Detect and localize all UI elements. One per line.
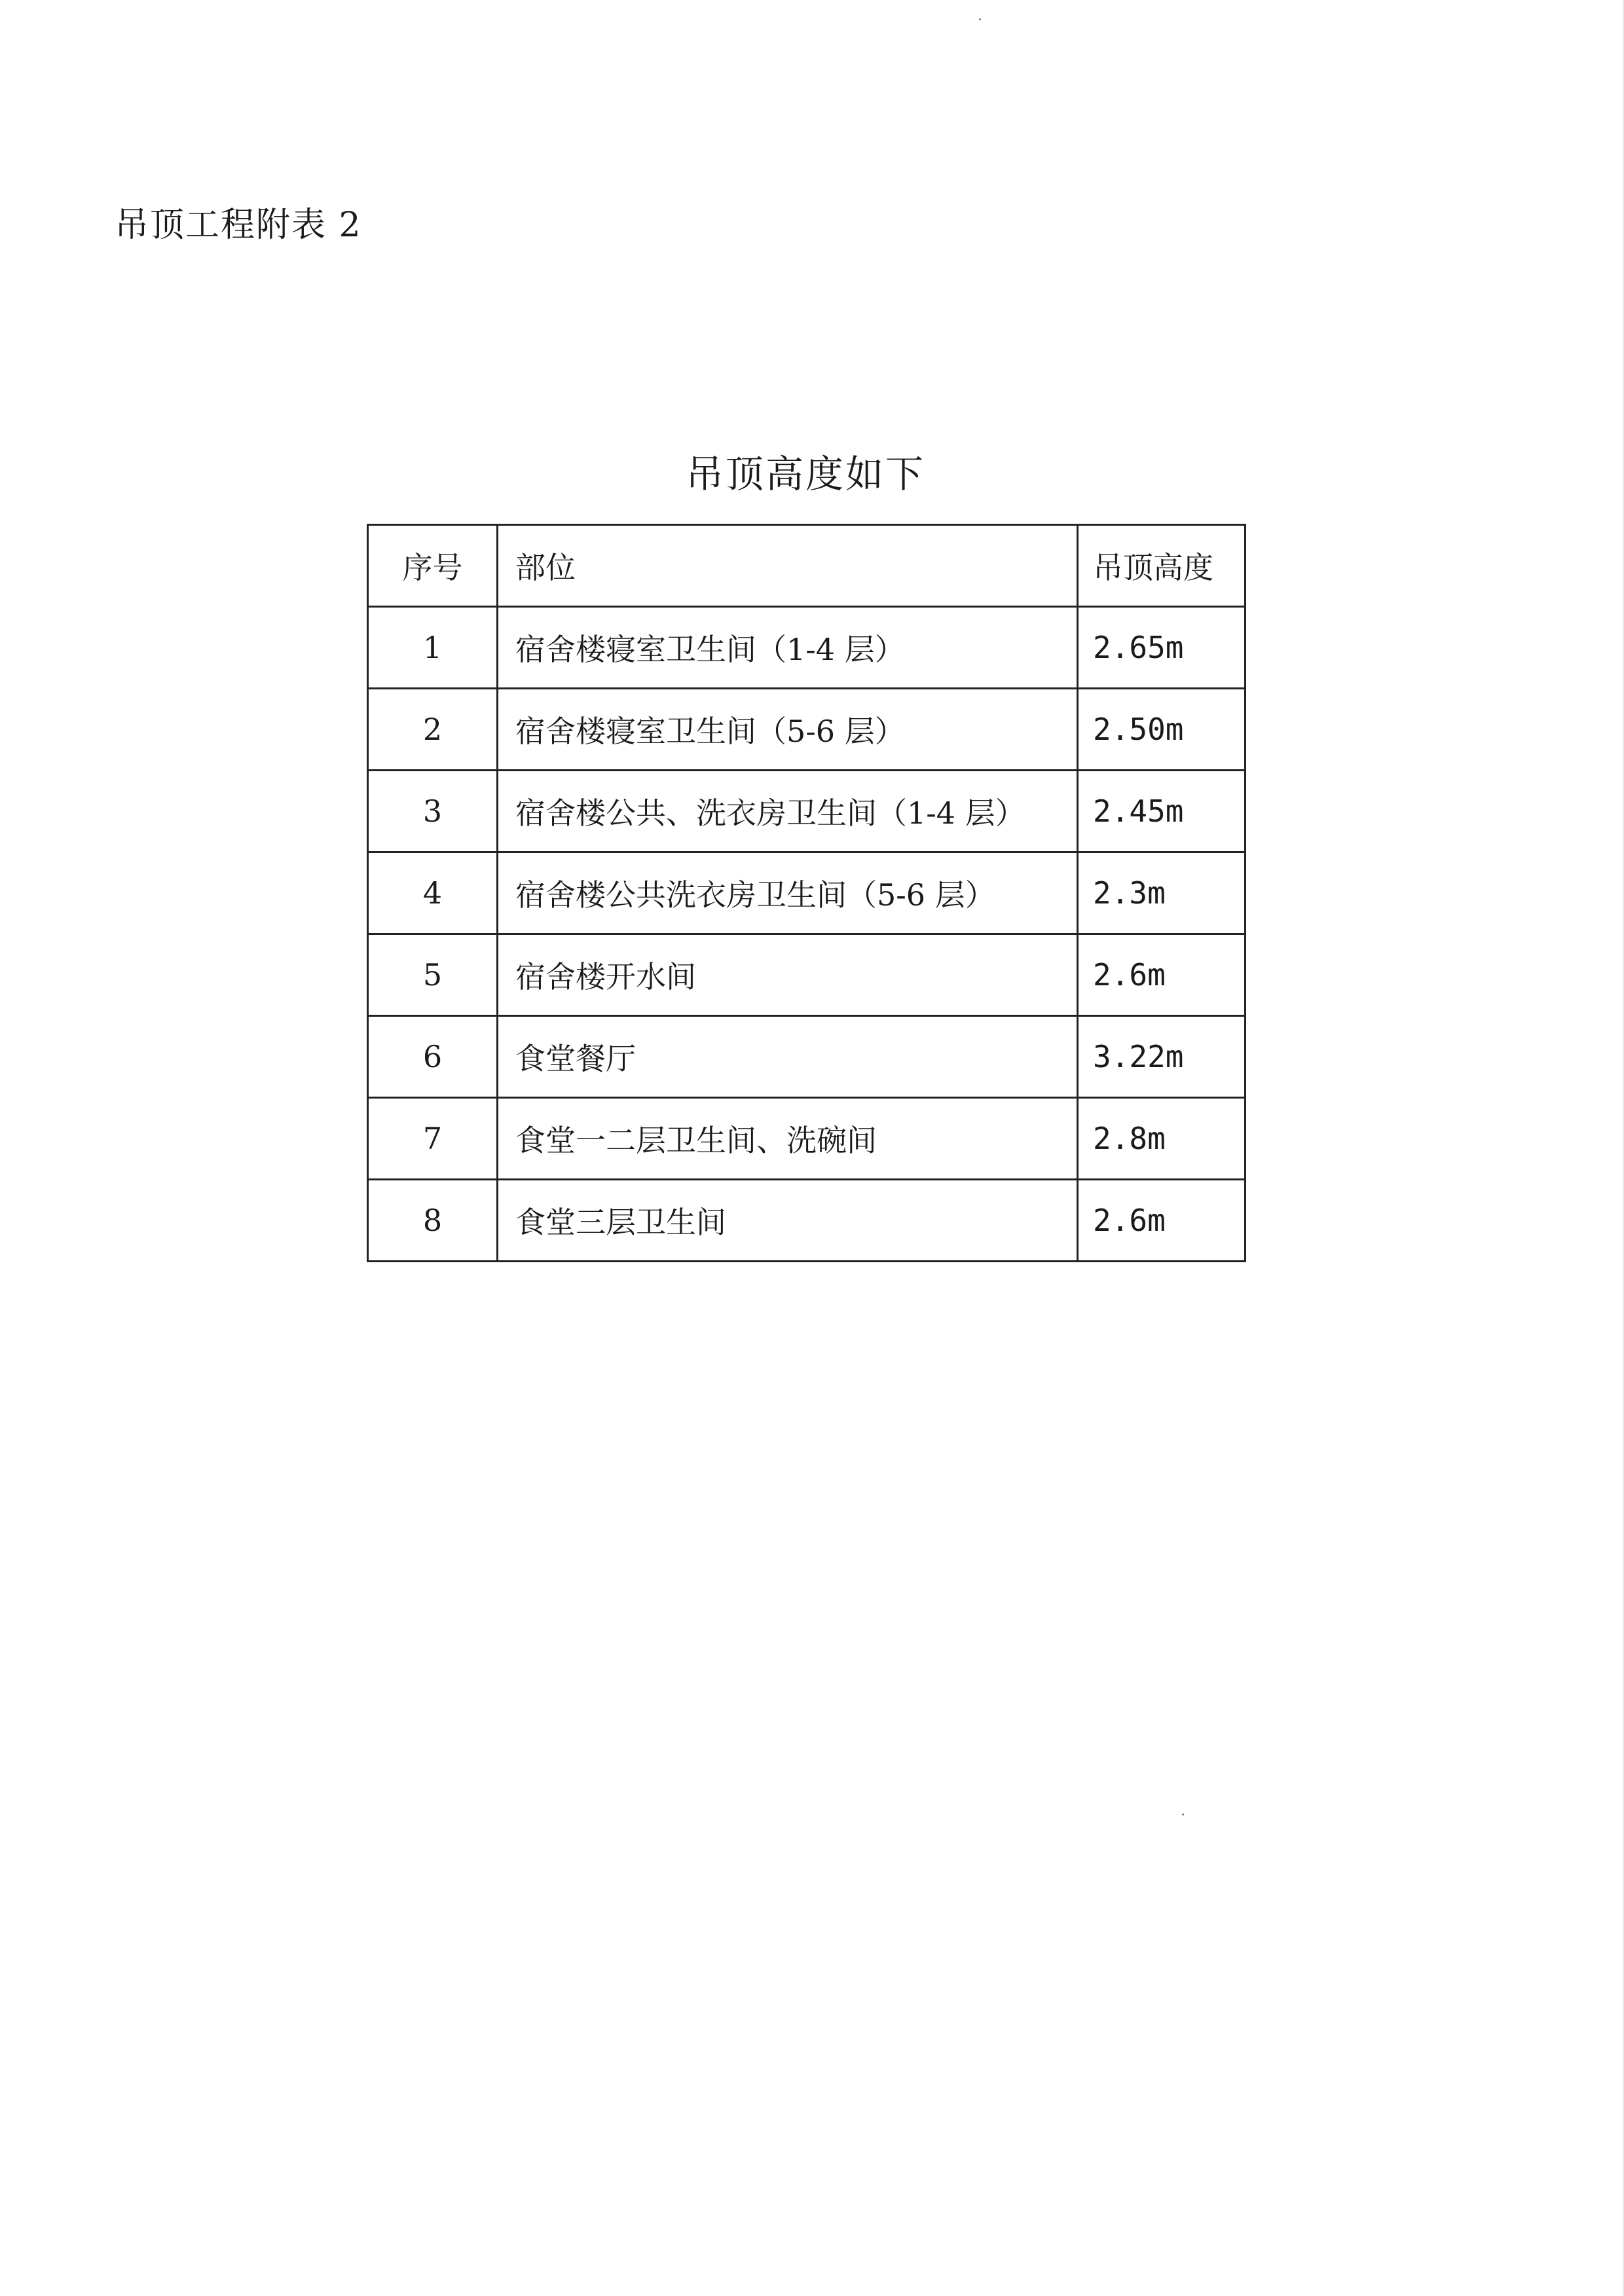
row-location: 食堂餐厅 <box>498 1016 1078 1098</box>
row-index: 3 <box>368 771 498 852</box>
header-index: 序号 <box>368 525 498 607</box>
row-height: 2.50m <box>1078 689 1246 771</box>
row-location: 宿舍楼公共洗衣房卫生间（5-6 层） <box>498 852 1078 934</box>
row-height: 2.45m <box>1078 771 1246 852</box>
ceiling-height-table <box>367 524 1246 1262</box>
table-row <box>368 607 1246 689</box>
table-title: 吊顶高度如下 <box>685 452 925 496</box>
row-index: 5 <box>368 934 498 1016</box>
row-index: 4 <box>368 852 498 934</box>
row-height: 2.3m <box>1078 852 1246 934</box>
table-row <box>368 1098 1246 1180</box>
table-row <box>368 1016 1246 1098</box>
row-location: 宿舍楼公共、洗衣房卫生间（1-4 层） <box>498 771 1078 852</box>
row-location: 食堂三层卫生间 <box>498 1180 1078 1262</box>
row-height: 2.8m <box>1078 1098 1246 1180</box>
row-height: 2.6m <box>1078 1180 1246 1262</box>
row-index: 6 <box>368 1016 498 1098</box>
row-index: 8 <box>368 1180 498 1262</box>
header-height: 吊顶高度 <box>1078 525 1246 607</box>
row-index: 7 <box>368 1098 498 1180</box>
table-header-row <box>368 525 1246 607</box>
row-location: 宿舍楼开水间 <box>498 934 1078 1016</box>
table-row <box>368 934 1246 1016</box>
table-row <box>368 1180 1246 1262</box>
scan-speck <box>1182 1813 1184 1815</box>
row-index: 2 <box>368 689 498 771</box>
table-row <box>368 852 1246 934</box>
row-height: 2.6m <box>1078 934 1246 1016</box>
header-location: 部位 <box>498 525 1078 607</box>
page-heading: 吊顶工程附表 2 <box>115 206 362 245</box>
table-row <box>368 771 1246 852</box>
row-location: 宿舍楼寝室卫生间（5-6 层） <box>498 689 1078 771</box>
row-location: 宿舍楼寝室卫生间（1-4 层） <box>498 607 1078 689</box>
table-row <box>368 689 1246 771</box>
row-height: 2.65m <box>1078 607 1246 689</box>
row-index: 1 <box>368 607 498 689</box>
row-height: 3.22m <box>1078 1016 1246 1098</box>
row-location: 食堂一二层卫生间、洗碗间 <box>498 1098 1078 1180</box>
scan-speck <box>979 18 981 20</box>
